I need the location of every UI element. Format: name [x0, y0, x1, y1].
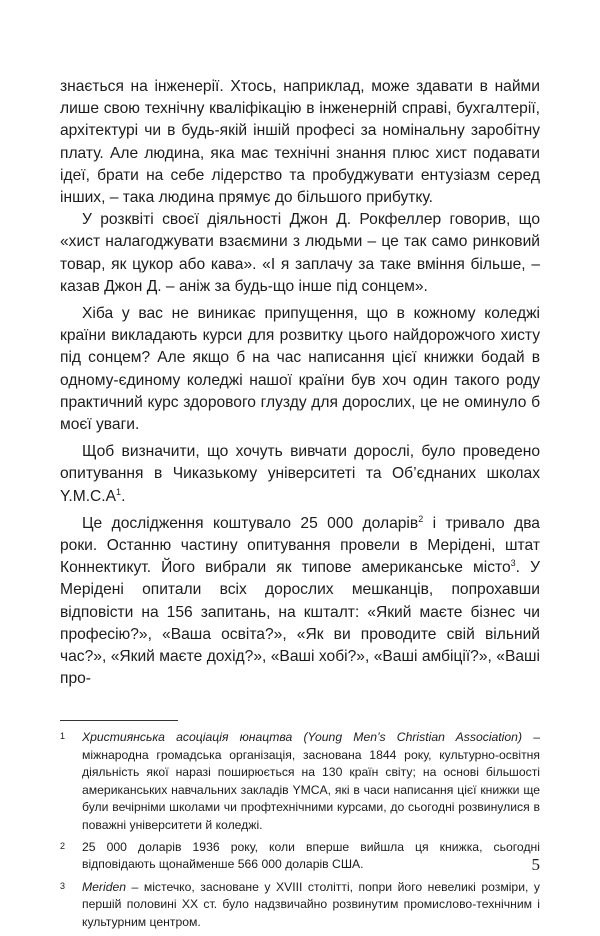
- footnote-ref[interactable]: 2: [418, 513, 424, 524]
- footnote-text: [82, 879, 540, 931]
- footnote: [60, 879, 540, 931]
- paragraph-text: Щоб визначити, що хочуть вивчати дорослі, було проведено опитування в Чиказькому університеті та Об’єднаних школах Y.M.C.A: [60, 443, 540, 505]
- footnote-number: 2: [60, 840, 66, 851]
- footnote-body: 25 000 доларів 1936 року, коли вперше вийшла ця книжка, сьогодні відповідають щонайменше 566 000 доларів США.: [82, 839, 540, 872]
- footnote-ref[interactable]: 3: [510, 558, 516, 569]
- paragraph-text: Це дослідження коштувало 25 000 доларів: [82, 514, 419, 532]
- main-text: [60, 76, 540, 690]
- footnote-number: 3: [60, 880, 66, 891]
- footnote-text: [82, 839, 540, 874]
- paragraph-text: . У Мерідені опитали всіх дорослих мешканців, попрохавши відповісти на 156 запитань, на кшталт: «Який маєте бізнес чи професію?», «Ваша освіта?», «Як ви проводите свій вільний час?», «Який маєте дохід?», «Ваші хобі?», «Ваші амбіції?», «Ваші про-: [60, 559, 540, 688]
- footnote: [60, 839, 540, 874]
- footnotes: [60, 729, 540, 930]
- paragraph: знається на інженерії. Хтось, наприклад, може здавати в найми лише свою технічну кваліфікацію в інженерній справі, бухгалтерії, архітектурі чи в будь-якій іншій професі за номінальну заробітну плату. Але людина, яка має технічні знання плюс хист подавати ідеї, брати на себе лідерство та пробуджувати ентузіазм серед інших, – така людина прямує до більшого прибутку.: [60, 78, 540, 207]
- paragraph: У розквіті своєї діяльності Джон Д. Рокфеллер говорив, що «хист налагоджувати взаємини з людьми – це так само ринковий товар, як цукор або кава». «І я заплачу за таке вміння більше, – казав Джон Д. – аніж за будь-що інше під сонцем».: [60, 211, 540, 295]
- paragraph: Щоб визначити, що хочуть вивчати дорослі, було проведено опитування в Чиказькому університеті та Об’єднаних школах $Y.M.C.A^1$.: [60, 443, 540, 505]
- paragraph: Хіба у вас не виникає припущення, що в кожному коледжі країни викладають курси для розвитку цього найдорожчого хисту під сонцем? Але якщо б на час написання цієї книжки бодай в одному-єдиному коледжі нашої країни був хоч один такого роду практичний курс здорового глузду для дорослих, це не оминуло б моєї уваги.: [60, 305, 540, 434]
- footnote-ref[interactable]: 1: [116, 486, 122, 497]
- footnote-text: [82, 729, 540, 833]
- book-page: [60, 76, 540, 936]
- footnote: [60, 729, 540, 833]
- footnote-italic: Meriden: [82, 879, 127, 894]
- paragraph-text: і тривало два роки. Останню частину опитування провели в Мерідені, штат Коннектикут. Його вибрали як типове американське місто: [60, 514, 540, 577]
- footnote-italic: Християнська асоціація юнацтва (Young Men’s Christian Association): [82, 730, 523, 745]
- footnote-body: – міжнародна громадська організація, заснована 1844 року, культурно-освітня діяльність якої наразі поширюється на 130 країн світу; на основі більшості американських навчальних закладів YMCA, які в часи написання цієї книжки ще були вечірніми школами чи профтехнічними курсами, до сьогодні розвинулися в поважні університети й коледжі.: [82, 730, 540, 832]
- footnote-divider: [60, 720, 178, 721]
- footnote-body: – містечко, засноване у XVIII столітті, попри його невеликі розміри, у першій половині XX ст. було надзвичайно розвинутим промислово-технічним і культурним центром.: [82, 879, 540, 929]
- footnote-number: 1: [60, 731, 66, 742]
- page-number: 5: [531, 855, 540, 874]
- paragraph: [60, 513, 540, 691]
